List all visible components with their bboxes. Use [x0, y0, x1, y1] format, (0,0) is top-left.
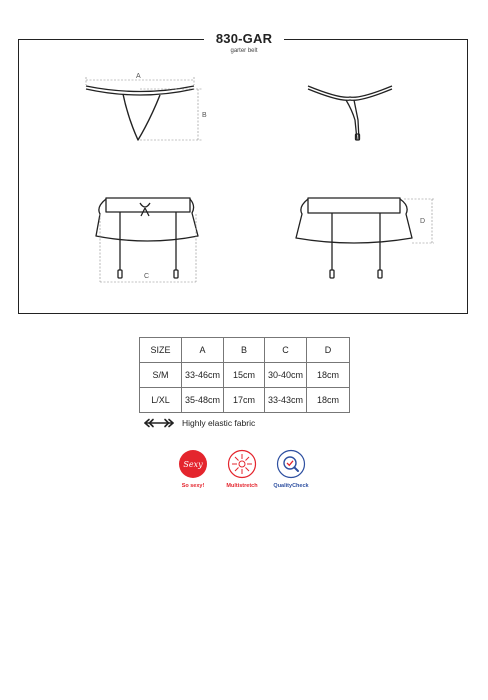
table-cell: 33-43cm: [265, 388, 307, 413]
table-cell: 30-40cm: [265, 363, 307, 388]
fabric-feature: [142, 417, 255, 429]
table-cell: L/XL: [140, 388, 182, 413]
table-cell: 33-46cm: [182, 363, 224, 388]
table-header-cell: A: [182, 338, 224, 363]
table-cell: 17cm: [224, 388, 265, 413]
thong-front-drawing: [86, 86, 194, 140]
table-cell: 35-48cm: [182, 388, 224, 413]
size-table: [139, 337, 350, 413]
badge-label: So sexy!: [181, 483, 205, 489]
stretch-arrows-icon: [142, 418, 176, 428]
badge-label: Multistretch: [226, 483, 258, 489]
dimension-d-label: D: [420, 218, 426, 225]
quality-check-icon: [276, 449, 306, 479]
dimension-c-label: C: [144, 273, 150, 280]
fabric-feature-label: Highly elastic fabric: [182, 418, 256, 428]
thong-back-drawing: [308, 86, 392, 140]
garter-belt-back-drawing: [296, 198, 412, 278]
dimension-b-label: B: [202, 112, 207, 119]
table-header-row: [140, 338, 350, 363]
dimension-d: [404, 199, 434, 243]
dimension-c: [100, 214, 196, 282]
table-header-cell: C: [265, 338, 307, 363]
sexy-icon-text: Sexy: [183, 460, 203, 469]
multistretch-icon: [227, 449, 257, 479]
table-cell: 15cm: [224, 363, 265, 388]
table-cell: S/M: [140, 363, 182, 388]
badge-so-sexy: [168, 449, 218, 489]
badge-multistretch: [217, 449, 267, 489]
garter-belt-front-drawing: [96, 198, 198, 278]
table-row: [140, 363, 350, 388]
badge-quality-check: [266, 449, 316, 489]
badge-label: QualityCheck: [273, 483, 309, 489]
technical-drawings: [0, 0, 488, 320]
feature-badges: [168, 449, 318, 494]
table-cell: 18cm: [307, 363, 350, 388]
table-row: [140, 388, 350, 413]
table-header-cell: D: [307, 338, 350, 363]
sexy-icon: [178, 449, 208, 479]
product-type: garter belt: [230, 48, 258, 54]
table-header-cell: B: [224, 338, 265, 363]
dimension-a-label: A: [136, 73, 141, 80]
product-code: 830-GAR: [204, 31, 284, 46]
table-cell: 18cm: [307, 388, 350, 413]
table-header-cell: SIZE: [140, 338, 182, 363]
